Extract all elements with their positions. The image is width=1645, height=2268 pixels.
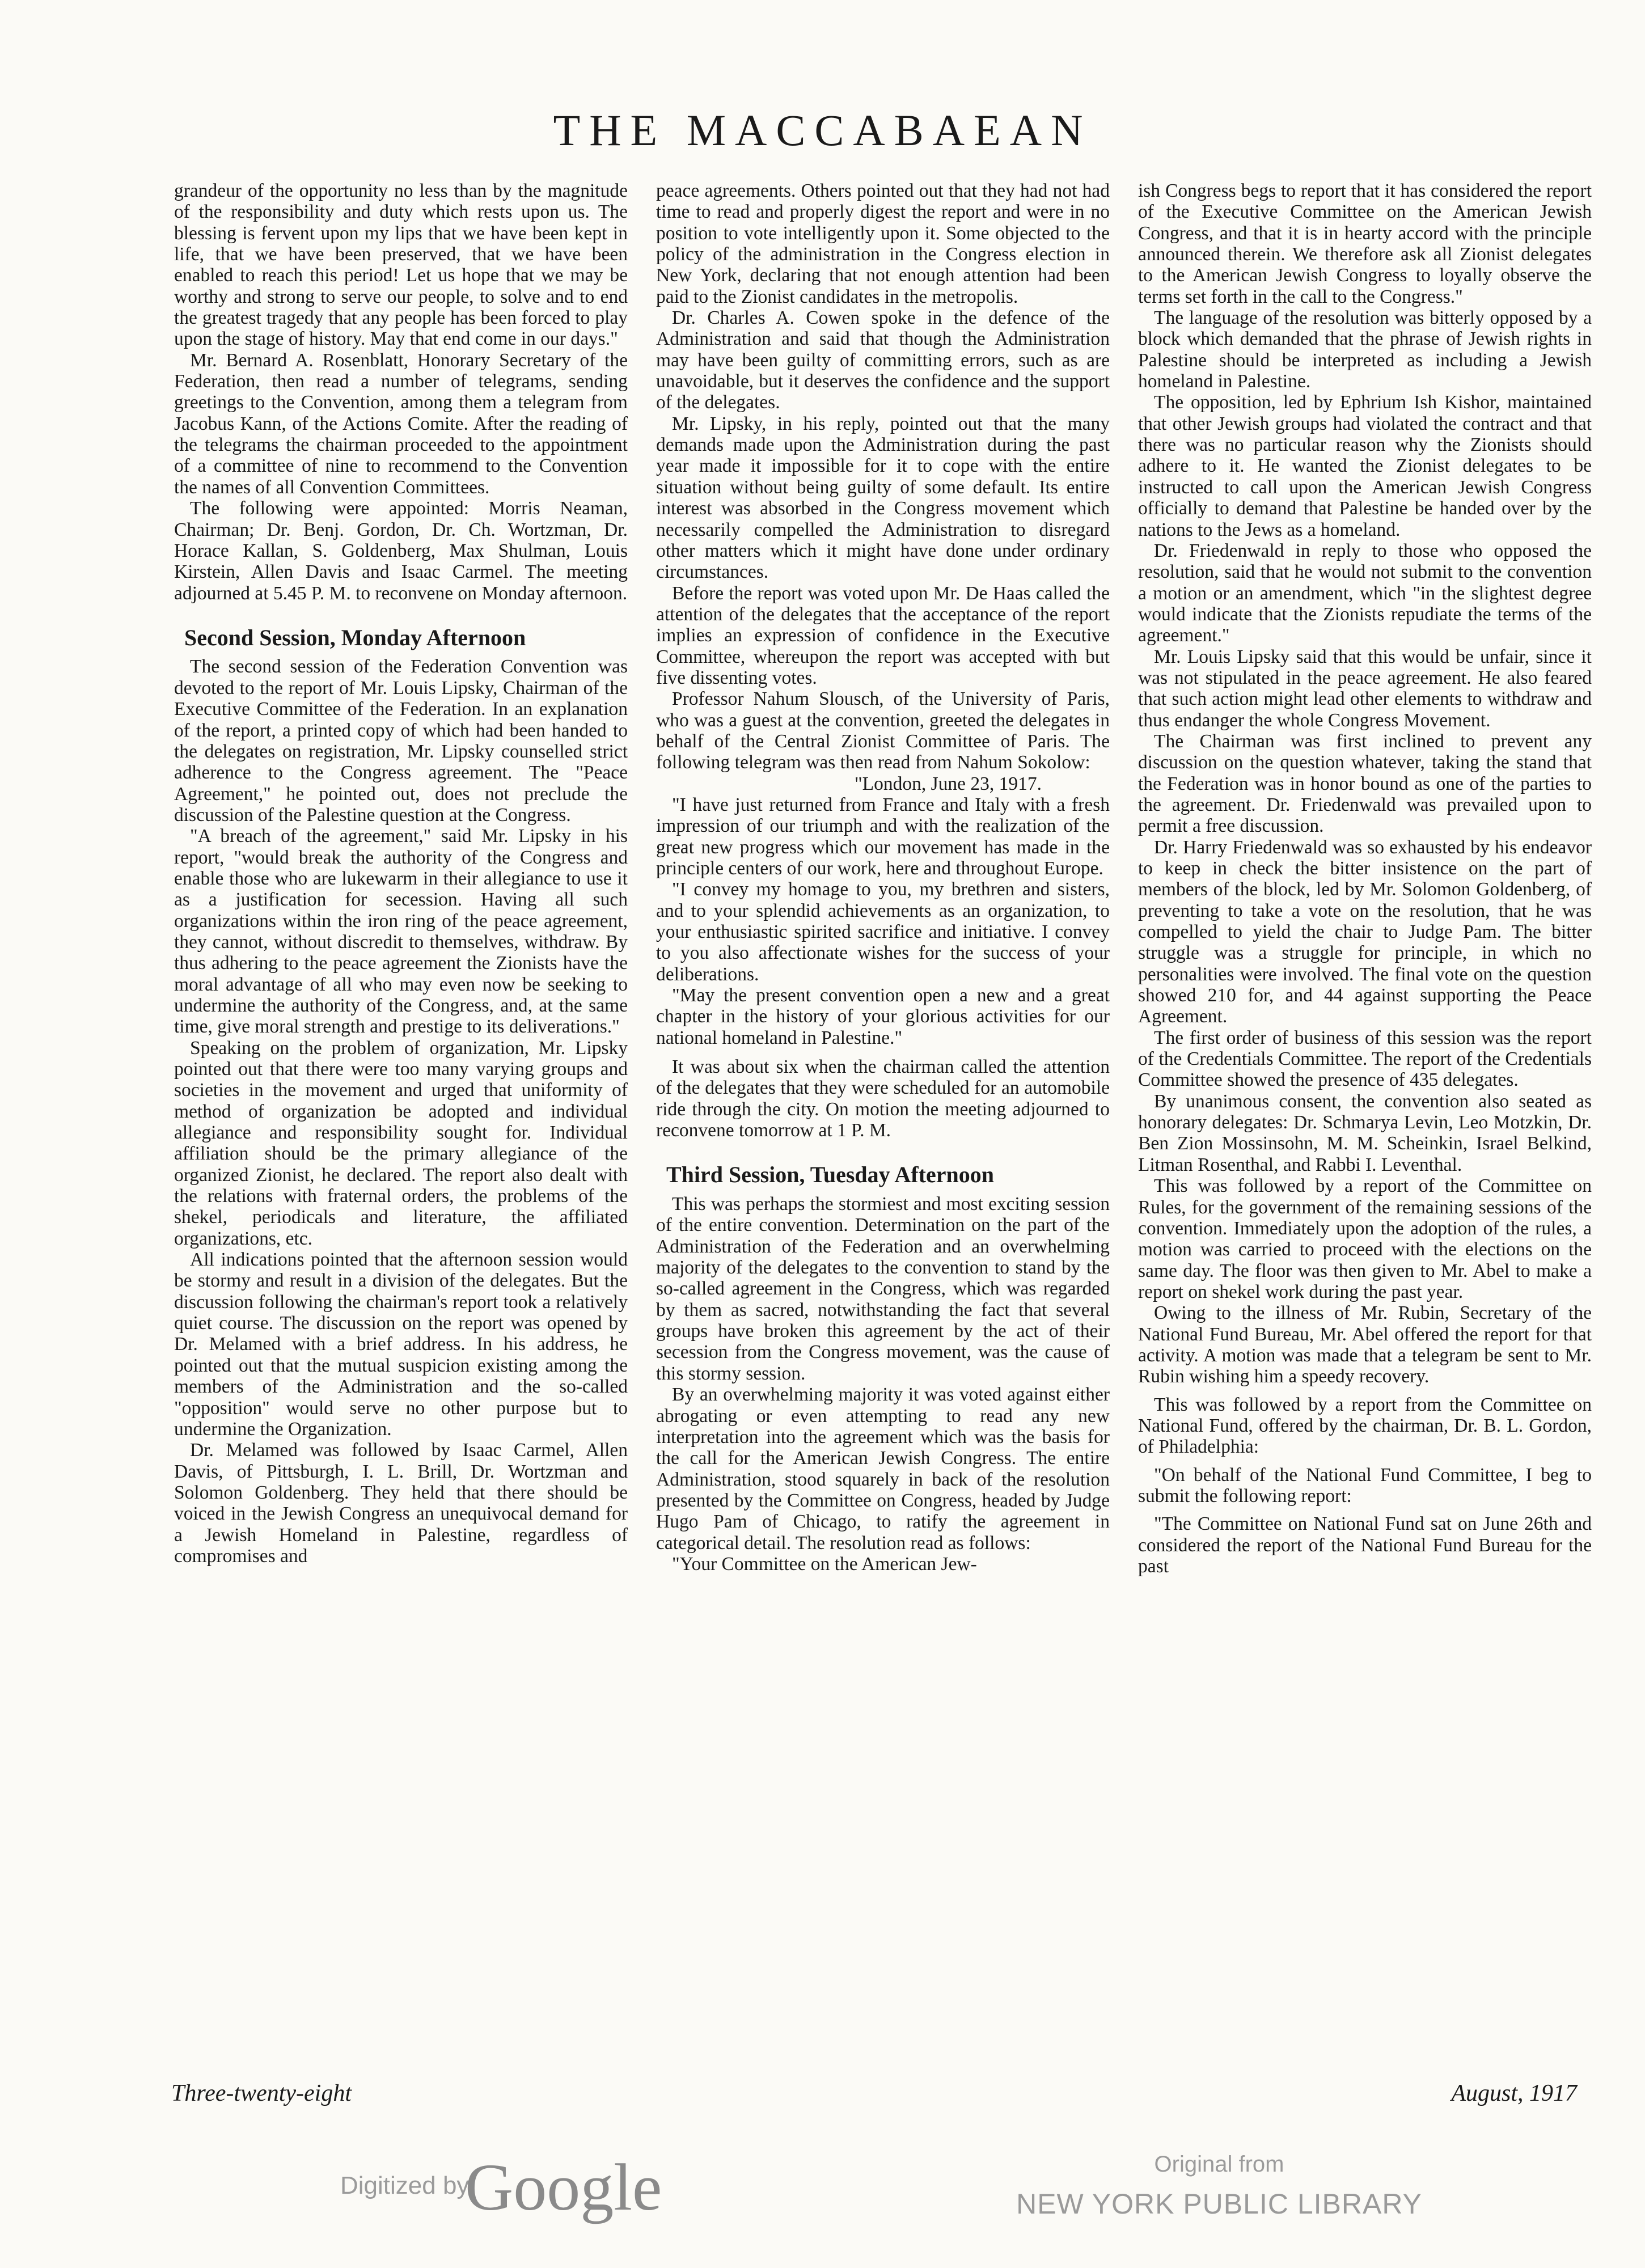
paragraph: Dr. Friedenwald in reply to those who opposed the resolution, said that he would not submit to the convention a motion or an amendment, which "in the slightest degree would indicate that the Zionists repudiate the terms of the agreement." [1138,540,1592,646]
paragraph: It was about six when the chairman called the attention of the delegates that they were scheduled for an automobile ride through the city. On motion the meeting adjourned to reconvene tomorrow at 1 P. M. [656,1056,1110,1141]
paragraph: Mr. Bernard A. Rosenblatt, Honorary Secretary of the Federation, then read a number of telegrams, sending greetings to the Convention, among them a telegram from Jacobus Kann, of the Actions Comite. After the reading of the telegrams the chairman proceeded to the appointment of a committee of nine to recommend to the Convention the names of all Convention Committees. [174,349,628,498]
paragraph: Dr. Harry Friedenwald was so exhausted by his endeavor to keep in check the bitter insistence on the part of members of the block, led by Mr. Solomon Goldenberg, of preventing to take a vote on the resolution, that he was compelled to yield the chair to Judge Pam. The bitter struggle was a struggle for principle, in which no personalities were involved. The final vote on the question showed 210 for, and 44 against supporting the Peace Agreement. [1138,836,1592,1027]
paragraph: This was followed by a report from the Committee on National Fund, offered by the chairman, Dr. B. L. Gordon, of Philadelphia: [1138,1394,1592,1458]
masthead: THE MACCABAEAN [553,105,1092,155]
library-name: NEW YORK PUBLIC LIBRARY [1016,2188,1422,2220]
paragraph: "A breach of the agreement," said Mr. Lipsky in his report, "would break the authority of the Congress and enable those who are lukewarm in their allegiance to use it as a justification for secession. Having all such organizations within the iron ring of the peace agreement, they cannot, without discredit to themselves, withdraw. By thus adhering to the peace agreement the Zionists have the moral advantage of all who may even now be seeking to undermine the authority of the Congress, and, at the same time, give moral strength and prestige to its deliverations." [174,826,628,1038]
paragraph: "I convey my homage to you, my brethren and sisters, and to your splendid achievements as an organization, to your enthusiastic spirited sacrifice and initiative. I convey to you also affectionate wishes for the success of your deliberations. [656,879,1110,985]
page-number: Three-twenty-eight [171,2080,352,2106]
paragraph: All indications pointed that the afternoon session would be stormy and result in a division of the delegates. But the discussion following the chairman's report took a relatively quiet course. The discussion on the report was opened by Dr. Melamed with a brief address. In his address, he pointed out that the mutual suspicion existing among the members of the Administration and the so-called "opposition" would serve no other purpose but to undermine the Organization. [174,1249,628,1440]
paragraph: "May the present convention open a new and a great chapter in the history of your glorious activities for our national homeland in Palestine." [656,985,1110,1048]
column-2 [656,180,1110,2083]
original-from-label: Original from [1154,2152,1284,2177]
paragraph: "Your Committee on the American Jew- [672,1553,977,1575]
paragraph: Owing to the illness of Mr. Rubin, Secretary of the National Fund Bureau, Mr. Abel offered the report for that activity. A motion was made that a telegram be sent to Mr. Rubin wishing him a speedy recovery. [1138,1302,1592,1387]
paragraph: The first order of business of this session was the report of the Credentials Committee. The report of the Credentials Committee showed the presence of 435 delegates. [1138,1027,1592,1091]
column-3 [1138,180,1592,2083]
column-1 [174,180,628,2083]
paragraph: "The Committee on National Fund sat on June 26th and considered the report of the National Fund Bureau for the past [1138,1513,1592,1577]
paragraph: "On behalf of the National Fund Committee, I beg to submit the following report: [1138,1464,1592,1507]
digitized-by-label: Digitized by [340,2172,470,2199]
article-columns [174,180,1592,2083]
paragraph: "I have just returned from France and Italy with a fresh impression of our triumph and with the realization of the great new progress which our movement has made in the principle centers of our work, here and throughout Europe. [656,794,1110,879]
paragraph: The following were appointed: Morris Neaman, Chairman; Dr. Benj. Gordon, Dr. Ch. Wortzman, Dr. Horace Kallan, S. Goldenberg, Max Shulman, Louis Kirstein, Allen Davis and Isaac Carmel. The meeting adjourned at 5.45 P. M. to reconvene on Monday afternoon. [174,498,628,604]
paragraph: Mr. Lipsky, in his reply, pointed out that the many demands made upon the Administration during the past year made it impossible for it to cope with the entire situation without being guilty of some default. Its entire interest was absorbed in the Congress movement which necessarily compelled the Administration to disregard other matters which it might have done under ordinary circumstances. [656,413,1110,583]
paragraph: Dr. Charles A. Cowen spoke in the defence of the Administration and said that though the Administration may have been guilty of committing errors, such as are unavoidable, but it deserves the confidence and the support of the delegates. [656,307,1110,413]
paragraph: By unanimous consent, the convention also seated as honorary delegates: Dr. Schmarya Levin, Leo Motzkin, Dr. Ben Zion Mossinsohn, M. M. Scheinkin, Israel Belkind, Litman Rosenthal, and Rabbi I. Leventhal. [1138,1090,1592,1175]
telegram-date: "London, June 23, 1917. [854,773,1042,794]
paragraph: ish Congress begs to report that it has considered the report of the Executive Committee on the American Jewish Congress, and that it is in hearty accord with the principle announced therein. We therefore ask all Zionist delegates to the American Jewish Congress to loyally observe the terms set forth in the call to the Congress." [1138,180,1592,307]
paragraph: Speaking on the problem of organization, Mr. Lipsky pointed out that there were too many varying groups and societies in the movement and urged that uniformity of method of organization be adopted and individual allegiance and responsibility sought for. Individual affiliation should be the primary allegiance of the organized Zionist, he declared. The report also dealt with the relations with fraternal orders, the problems of the shekel, periodicals and literature, the affiliated organizations, etc. [174,1037,628,1249]
paragraph: peace agreements. Others pointed out that they had not had time to read and properly digest the report and were in no position to vote intelligently upon it. Some objected to the policy of the administration in the Congress election in New York, declaring that not enough attention had been paid to the Zionist candidates in the metropolis. [656,180,1110,307]
issue-date: August, 1917 [1451,2080,1577,2106]
paragraph: This was followed by a report of the Committee on Rules, for the government of the remaining sessions of the convention. Immediately upon the adoption of the rules, a motion was carried to proceed with the elections on the same day. The floor was then given to Mr. Abel to make a report on shekel work during the past year. [1138,1175,1592,1302]
google-logo: Google [465,2150,662,2224]
paragraph: The Chairman was first inclined to prevent any discussion on the question whatever, taking the stand that the Federation was in honor bound as one of the parties to the agreement. Dr. Friedenwald was prevailed upon to permit a free discussion. [1138,730,1592,837]
section-heading: Third Session, Tuesday Afternoon [666,1162,994,1188]
paragraph: grandeur of the opportunity no less than by the magnitude of the responsibility and duty which rests upon us. The blessing is fervent upon my lips that we have been kept in life, that we have been preserved, that we have been enabled to reach this period! Let us hope that we may be worthy and strong to serve our people, to solve and to end the greatest tragedy that any people has been forced to play upon the stage of history. May that end come in our days." [174,180,628,350]
section-heading: Second Session, Monday Afternoon [184,624,526,650]
paragraph: The opposition, led by Ephrium Ish Kishor, maintained that other Jewish groups had violated the contract and that there was no particular reason why the Zionists should adhere to it. He wanted the Zionist delegates to be instructed to call upon the American Jewish Congress officially to demand that Palestine be handed over by the nations to the Jews as a homeland. [1138,392,1592,540]
paragraph: Before the report was voted upon Mr. De Haas called the attention of the delegates that the acceptance of the report implies an expression of confidence in the Executive Committee, whereupon the report was accepted with but five dissenting votes. [656,582,1110,688]
paragraph: The second session of the Federation Convention was devoted to the report of Mr. Louis Lipsky, Chairman of the Executive Committee of the Federation. In an explanation of the report, a printed copy of which had been handed to the delegates on registration, Mr. Lipsky counselled strict adherence to the Congress agreement. The "Peace Agreement," he pointed out, does not preclude the discussion of the Palestine question at the Congress. [174,656,628,826]
paragraph: This was perhaps the stormiest and most exciting session of the entire convention. Determination on the part of the Administration of the Federation and an overwhelming majority of the delegates to the convention to stand by the so-called agreement in the Congress, which was regarded by them as sacred, notwithstanding the fact that several groups have broken this agreement by the act of their secession from the Congress movement, was the cause of this stormy session. [656,1194,1110,1384]
paragraph: Professor Nahum Slousch, of the University of Paris, who was a guest at the convention, greeted the delegates in behalf of the Central Zionist Committee of Paris. The following telegram was then read from Nahum Sokolow: [656,688,1110,773]
paragraph: The language of the resolution was bitterly opposed by a block which demanded that the phrase of Jewish rights in Palestine should be interpreted as including a Jewish homeland in Palestine. [1138,307,1592,392]
paragraph: Dr. Melamed was followed by Isaac Carmel, Allen Davis, of Pittsburgh, I. L. Brill, Dr. Wortzman and Solomon Goldenberg. They held that there should be voiced in the Jewish Congress an unequivocal demand for a Jewish Homeland in Palestine, regardless of compromises and [174,1440,628,1567]
paragraph: Mr. Louis Lipsky said that this would be unfair, since it was not stipulated in the peace agreement. He also feared that such action might lead other elements to withdraw and thus endanger the whole Congress Movement. [1138,646,1592,731]
paragraph: By an overwhelming majority it was voted against either abrogating or even attempting to read any new interpretation into the agreement which was the basis for the call for the American Jewish Congress. The entire Administration, stood squarely in back of the resolution presented by the Committee on Congress, headed by Judge Hugo Pam of Chicago, to ratify the agreement in categorical detail. The resolution read as follows: [656,1384,1110,1554]
